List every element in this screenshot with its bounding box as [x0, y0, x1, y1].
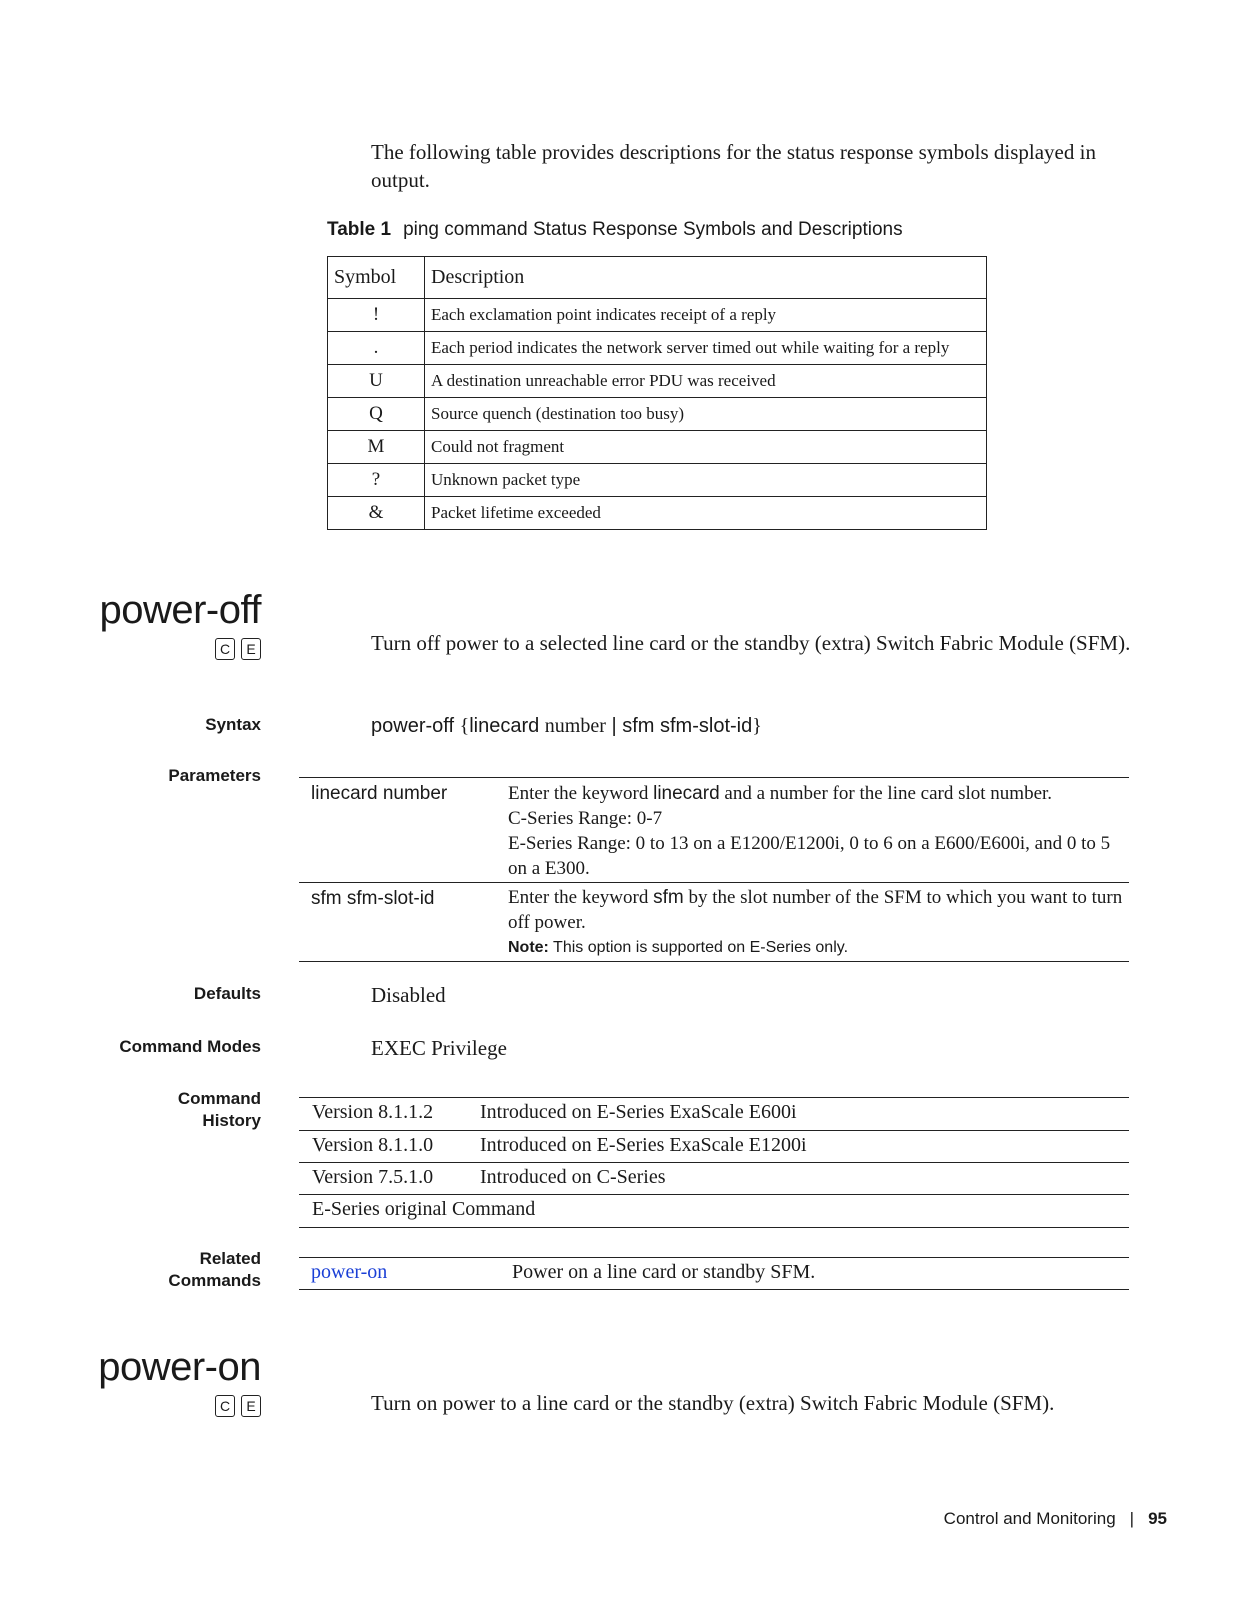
param-desc-keyword: linecard — [653, 783, 720, 804]
param-desc-text: Enter the keyword — [508, 783, 649, 804]
command-modes-value: EXEC Privilege — [371, 1036, 507, 1060]
divider — [299, 882, 1129, 883]
table-caption-label: Table 1 — [327, 219, 392, 240]
related-description: Power on a line card or standby SFM. — [512, 1261, 816, 1283]
table-row — [328, 365, 987, 398]
related-commands-label — [168, 1248, 261, 1292]
e-series-badge: E — [241, 1395, 261, 1417]
column-header-symbol: Symbol — [328, 257, 425, 299]
param-description — [508, 781, 1128, 881]
table-row — [328, 398, 987, 431]
description-cell: Could not fragment — [425, 431, 987, 464]
table-row — [328, 464, 987, 497]
syntax-brace-open: { — [459, 715, 470, 737]
table-row — [328, 332, 987, 365]
divider — [299, 961, 1129, 962]
param-description — [508, 885, 1128, 960]
symbol-cell: U — [328, 365, 425, 398]
syntax-arg-slot-id: sfm-slot-id — [660, 715, 753, 737]
note-label: Note: — [508, 939, 549, 956]
defaults-value: Disabled — [371, 983, 446, 1007]
param-desc-text: Enter the keyword — [508, 887, 649, 908]
footer-section: Control and Monitoring — [943, 1509, 1116, 1528]
platform-badges — [215, 1395, 261, 1417]
description-cell: Packet lifetime exceeded — [425, 497, 987, 530]
symbol-cell: ? — [328, 464, 425, 497]
syntax-keyword-linecard: linecard — [469, 715, 540, 737]
history-text: Introduced on E-Series ExaScale E1200i — [480, 1134, 807, 1156]
description-cell: Each exclamation point indicates receipt of a reply — [425, 299, 987, 332]
table-row — [328, 431, 987, 464]
power-off-description: Turn off power to a selected line card or the standby (extra) Switch Fabric Module (SFM). — [371, 631, 1131, 655]
divider — [299, 1227, 1129, 1228]
defaults-label: Defaults — [193, 984, 261, 1003]
table-header-row — [328, 257, 987, 299]
table-row — [328, 299, 987, 332]
c-series-badge: C — [215, 638, 235, 660]
intro-text: The following table provides descriptions for the status response symbols displayed in output. — [371, 140, 1096, 192]
history-text: Introduced on E-Series ExaScale E600i — [480, 1101, 797, 1123]
description-cell: Source quench (destination too busy) — [425, 398, 987, 431]
label-line: Commands — [168, 1271, 261, 1290]
divider — [299, 1289, 1129, 1290]
symbol-cell: Q — [328, 398, 425, 431]
power-off-title: power-off — [99, 588, 261, 632]
param-desc-line: E-Series Range: 0 to 13 on a E1200/E1200i, 0 to 6 on a E600/E600i, and 0 to 5 on a E300. — [508, 833, 1111, 879]
syntax-label: Syntax — [205, 715, 261, 734]
column-header-description: Description — [425, 257, 987, 299]
table-row — [328, 497, 987, 530]
divider — [299, 777, 1129, 778]
description-cell: Each period indicates the network server timed out while waiting for a reply — [425, 332, 987, 365]
param-desc-text: and a number for the line card slot number. — [724, 783, 1053, 804]
label-line: Command — [177, 1089, 261, 1108]
syntax-keyword-sfm: sfm — [622, 715, 655, 737]
divider — [299, 1130, 1129, 1131]
divider — [299, 1257, 1129, 1258]
param-name: sfm sfm-slot-id — [311, 888, 435, 909]
history-original: E-Series original Command — [312, 1198, 536, 1220]
note-text: This option is supported on E-Series only. — [553, 939, 849, 956]
command-modes-label: Command Modes — [119, 1037, 261, 1056]
symbol-cell: . — [328, 332, 425, 365]
history-version: Version 8.1.1.2 — [312, 1101, 434, 1123]
table-caption-title: ping command Status Response Symbols and Descriptions — [403, 219, 903, 240]
symbol-cell: M — [328, 431, 425, 464]
label-line: Related — [199, 1249, 261, 1268]
param-desc-text: by the slot number of the SFM to which you want to turn off power. — [508, 887, 1123, 933]
divider — [299, 1162, 1129, 1163]
syntax-brace-close: } — [752, 715, 762, 737]
param-name: linecard number — [311, 783, 448, 804]
divider — [299, 1194, 1129, 1195]
parameters-label: Parameters — [168, 766, 261, 785]
history-version: Version 7.5.1.0 — [312, 1166, 434, 1188]
e-series-badge: E — [241, 638, 261, 660]
platform-badges — [215, 638, 261, 660]
power-on-link[interactable]: power-on — [311, 1261, 388, 1283]
param-note — [508, 935, 1128, 960]
symbol-cell: & — [328, 497, 425, 530]
power-on-title: power-on — [98, 1345, 261, 1389]
syntax-line — [371, 715, 762, 738]
label-line: History — [202, 1111, 261, 1130]
power-on-description: Turn on power to a line card or the standby (extra) Switch Fabric Module (SFM). — [371, 1391, 1055, 1415]
syntax-command: power-off — [371, 715, 455, 737]
table-caption — [327, 219, 903, 241]
footer-separator: | — [1129, 1509, 1135, 1528]
command-history-label — [178, 1088, 261, 1132]
divider — [299, 1097, 1129, 1098]
symbol-cell: ! — [328, 299, 425, 332]
history-text: Introduced on C-Series — [480, 1166, 666, 1188]
description-cell: Unknown packet type — [425, 464, 987, 497]
page-footer — [944, 1509, 1167, 1529]
c-series-badge: C — [215, 1395, 235, 1417]
param-desc-keyword: sfm — [653, 887, 684, 908]
syntax-separator: | — [611, 715, 617, 737]
description-cell: A destination unreachable error PDU was received — [425, 365, 987, 398]
history-version: Version 8.1.1.0 — [312, 1134, 434, 1156]
param-desc-line: C-Series Range: 0-7 — [508, 808, 663, 829]
syntax-arg-number: number — [544, 715, 606, 737]
status-symbol-table — [327, 256, 987, 530]
page-number: 95 — [1148, 1509, 1167, 1528]
